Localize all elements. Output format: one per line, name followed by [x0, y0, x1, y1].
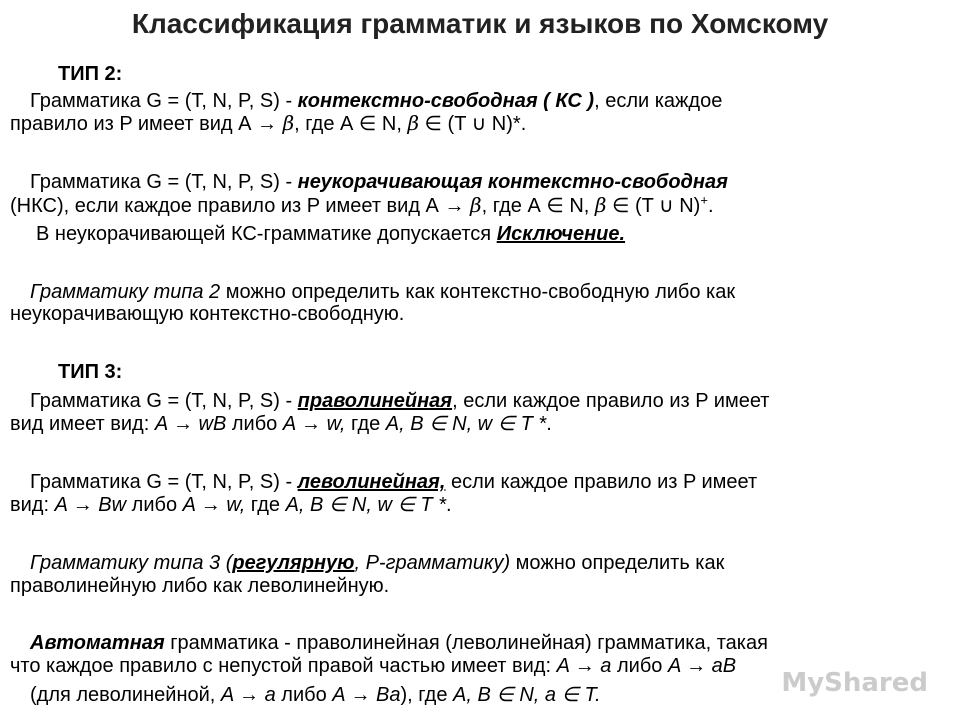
type2-p1-line2: правило из P имеет вид А → β, где А ∈ N, β ∈ (T ∪ N)*.: [10, 111, 527, 135]
type2-p1-line1: Грамматика G = (T, N, P, S) - контекстно-свободная ( КС ), если каждое: [30, 90, 723, 112]
type2-p2-line1: Грамматика G = (T, N, P, S) - неукорачивающая контекстно-свободная: [30, 171, 728, 193]
type2-p2-line3: В неукорачивающей КС-грамматике допускается Исключение.: [36, 223, 626, 245]
type3-p2-line1: Грамматика G = (T, N, P, S) - леволинейная, если каждое правило из P имеет: [30, 471, 758, 493]
type3-p3-line2: праволинейную либо как леволинейную.: [10, 575, 390, 597]
exception-term: Исключение.: [496, 223, 626, 245]
type2-p2-line2: (НКС), если каждое правило из P имеет вид А → β, где А ∈ N, β ∈ (T ∪ N)+.: [10, 192, 714, 217]
type3-p2-line2: вид: A → Bw либо A → w, где A, B ∈ N, w ∈ T *.: [10, 494, 452, 516]
type2-p3-line1: Грамматику типа 2 можно определить как контекстно-свободную либо как: [30, 281, 736, 303]
watermark-logo: MyShared: [781, 668, 928, 698]
type3-p3-line1: Грамматику типа 3 (регулярную, Р-грамматику) можно определить как: [30, 552, 725, 574]
type2-p3-line2: неукорачивающую контекстно-свободную.: [10, 303, 405, 325]
page-title: Классификация грамматик и языков по Хомскому: [131, 8, 829, 39]
type3-p4-line3: (для леволинейной, A → a либо A → Ba), где A, B ∈ N, a ∈ T.: [30, 684, 601, 706]
type2-heading: ТИП 2:: [58, 63, 123, 85]
type3-p1-line1: Грамматика G = (T, N, P, S) - праволинейная, если каждое правило из P имеет: [30, 390, 770, 412]
type3-heading: ТИП 3:: [58, 361, 123, 383]
type3-p4-line2: что каждое правило с непустой правой частью имеет вид: A → a либо A → aB: [10, 655, 737, 677]
type3-p1-line2: вид имеет вид: A → wB либо A → w, где A, B ∈ N, w ∈ T *.: [10, 413, 552, 435]
type3-p4-line1: Автоматная грамматика - праволинейная (леволинейная) грамматика, такая: [30, 632, 768, 654]
